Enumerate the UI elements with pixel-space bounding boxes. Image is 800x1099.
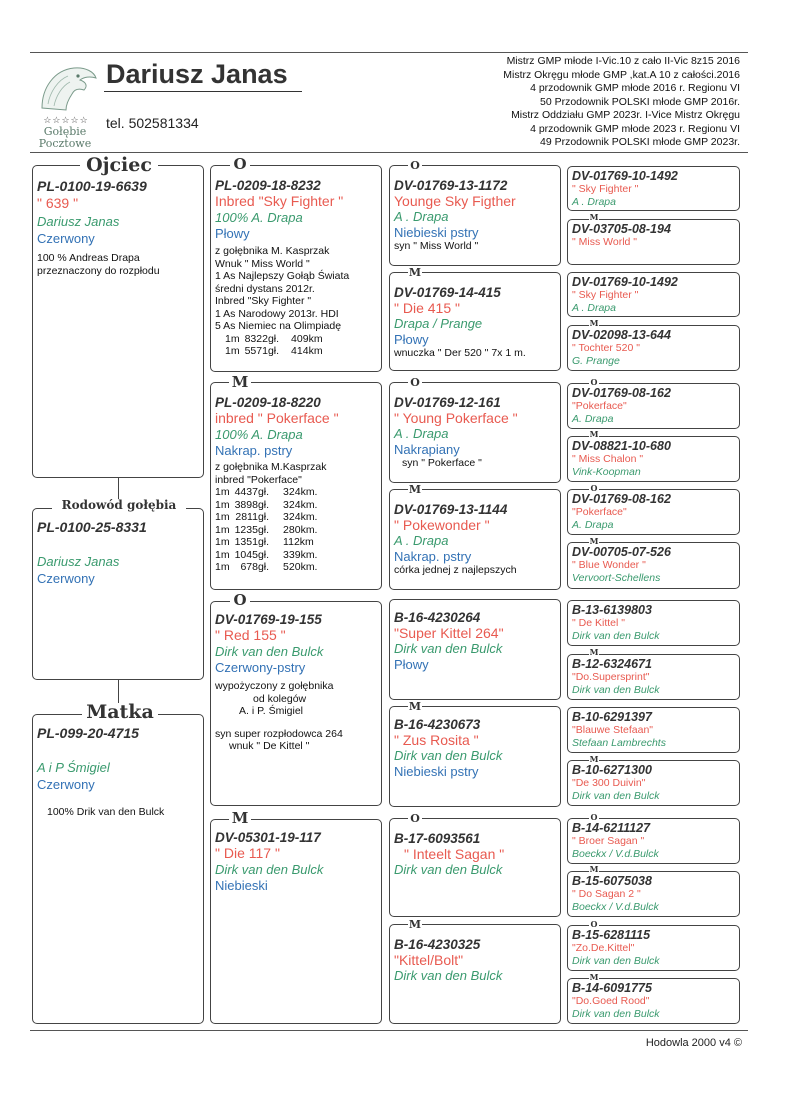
female-marker: M	[589, 972, 599, 982]
race-distance: 324km.	[283, 486, 318, 498]
achievement-line: 4 przodownik GMP młode 2016 r. Regionu VI	[530, 82, 740, 94]
gen3-ring: B-17-6093561	[394, 831, 481, 846]
gen3-owner: Dirk van den Bulck	[394, 862, 503, 877]
gen4-owner: Vervoort-Schellens	[572, 572, 661, 584]
gen3-owner: Drapa / Prange	[394, 316, 483, 331]
achievement-line: Mistrz Okręgu młode GMP ,kat.A 10 z całości.2016	[503, 68, 740, 81]
father-ring: PL-0100-19-6639	[37, 178, 147, 194]
race-place: 1m	[215, 536, 230, 548]
gen4-name: " Miss Chalon "	[572, 453, 644, 465]
gen4-card	[567, 760, 740, 806]
race-place: 1m	[215, 486, 230, 498]
gen3-card	[389, 924, 561, 1024]
gen4-card	[567, 436, 740, 482]
gen3-card	[389, 489, 561, 590]
male-marker: O	[590, 377, 598, 387]
gen4-owner: G. Prange	[572, 355, 620, 367]
female-marker: M	[229, 811, 251, 826]
gen3-ring: B-16-4230264	[394, 610, 481, 625]
logo-stars: ☆☆☆☆☆	[43, 115, 89, 125]
gen4-name: "De 300 Duivin"	[572, 777, 646, 789]
gen3-name: "Kittel/Bolt"	[394, 952, 464, 968]
race-birds: 8322gł.	[244, 332, 280, 345]
mother-color: Czerwony	[37, 777, 95, 792]
gen3-ring: DV-01769-13-1172	[394, 178, 508, 193]
gen3-name: " Zus Rosita "	[394, 732, 479, 748]
race-distance: 324km.	[283, 511, 318, 523]
sire-sire-note: 5 As Niemiec na Olimpiadę	[215, 320, 342, 332]
race-distance: 280km.	[283, 523, 318, 536]
gen3-ring: B-16-4230673	[394, 717, 481, 732]
gen3-card	[389, 272, 561, 371]
gen4-ring: DV-02098-13-644	[572, 328, 671, 342]
gen3-card	[389, 382, 561, 483]
eagle-head-icon	[32, 60, 100, 112]
dam-sire-note: od kolegów	[253, 692, 307, 705]
gen4-owner: Dirk van den Bulck	[572, 684, 660, 696]
gen4-name: " Broer Sagan "	[572, 835, 645, 847]
gen3-note: syn " Miss World "	[394, 240, 479, 252]
race-birds: 678gł.	[240, 561, 270, 573]
gen4-owner: Dirk van den Bulck	[572, 630, 660, 642]
gen4-owner: A. Drapa	[572, 519, 614, 531]
female-marker: M	[408, 918, 422, 931]
sire-dam-ring: PL-0209-18-8220	[215, 395, 321, 410]
gen4-name: " Sky Fighter "	[572, 183, 639, 195]
sire-sire-ring: PL-0209-18-8232	[215, 178, 321, 193]
sire-dam-card	[210, 382, 382, 590]
gen3-card	[389, 706, 561, 807]
dam-sire-note: wnuk " De Kittel "	[229, 740, 310, 752]
father-note: przeznaczony do rozpłodu	[37, 265, 160, 277]
gen4-ring: B-10-6271300	[572, 763, 652, 777]
father-name: " 639 "	[37, 195, 79, 211]
gen4-name: " Miss World "	[572, 236, 638, 248]
gen3-ring: DV-01769-13-1144	[394, 502, 508, 517]
female-marker: M	[589, 536, 599, 546]
race-birds: 1235gł.	[234, 523, 270, 536]
gen4-ring: B-14-6211127	[572, 821, 651, 835]
race-row	[215, 561, 322, 574]
dam-sire-ring: DV-01769-19-155	[215, 612, 322, 627]
father-color: Czerwony	[37, 231, 95, 246]
race-birds: 4437gł.	[234, 486, 270, 498]
race-place: 1m	[215, 548, 230, 561]
gen3-owner: A . Drapa	[394, 209, 449, 224]
sire-sire-note: Wnuk " Miss World "	[215, 257, 310, 270]
footer-text: Hodowla 2000 v4 ©	[645, 1037, 742, 1049]
gen4-card	[567, 166, 740, 211]
gen4-owner: Dirk van den Bulck	[572, 1008, 660, 1020]
father-owner: Dariusz Janas	[37, 214, 120, 229]
gen4-ring: B-13-6139803	[572, 603, 652, 617]
subject-card	[32, 508, 204, 680]
race-row	[215, 511, 322, 524]
dam-sire-owner: Dirk van den Bulck	[215, 644, 324, 659]
sire-sire-note: Inbred "Sky Fighter "	[215, 295, 312, 307]
dam-dam-owner: Dirk van den Bulck	[215, 862, 324, 877]
male-marker: O	[230, 157, 250, 172]
logo-text: Gołębie Pocztowe	[38, 125, 92, 150]
dam-sire-name: " Red 155 "	[215, 627, 286, 643]
gen3-owner: Dirk van den Bulck	[394, 968, 503, 983]
gen4-card	[567, 383, 740, 429]
gen3-owner: A . Drapa	[394, 426, 449, 441]
female-marker: M	[589, 647, 599, 657]
race-birds: 1045gł.	[234, 548, 270, 561]
female-marker: M	[408, 700, 422, 713]
race-distance: 324km.	[283, 498, 318, 511]
male-marker: O	[408, 160, 422, 171]
subject-color: Czerwony	[37, 571, 95, 586]
race-place: 1m	[215, 523, 230, 536]
sire-dam-owner: 100% A. Drapa	[215, 427, 303, 442]
male-marker: O	[590, 812, 598, 822]
gen4-ring: DV-01769-10-1492	[572, 275, 678, 289]
race-row	[215, 499, 322, 512]
mother-label: Matka	[82, 703, 158, 722]
father-label: Ojciec	[80, 156, 158, 175]
race-row	[215, 524, 322, 537]
gen3-name: " Inteelt Sagan "	[404, 846, 505, 862]
gen3-color: Płowy	[394, 332, 429, 347]
gen4-card	[567, 925, 740, 971]
race-results	[215, 486, 322, 574]
gen4-ring: B-10-6291397	[572, 710, 652, 724]
sire-sire-note: 1 As Narodowy 2013r. HDI	[215, 307, 339, 320]
gen3-color: Nakrap. pstry	[394, 549, 472, 564]
gen3-ring: DV-01769-12-161	[394, 395, 501, 410]
race-distance: 414km	[291, 345, 323, 357]
race-distance: 409km	[291, 332, 323, 345]
achievement-line: Mistrz Oddziału GMP 2023r. I-Vice Mistrz Okręgu	[511, 109, 740, 121]
gen4-name: "Blauwe Stefaan"	[572, 724, 654, 736]
gen3-color: Nakrapiany	[394, 442, 460, 457]
gen4-ring: B-12-6324671	[572, 657, 652, 671]
logo	[32, 60, 100, 148]
achievement-line: 49 Przodownik POLSKI młode GMP 2023r.	[540, 136, 740, 148]
male-marker: O	[590, 483, 598, 493]
father-card	[32, 165, 204, 478]
gen3-ring: DV-01769-14-415	[394, 285, 501, 300]
race-distance: 520km.	[283, 561, 318, 573]
gen4-card	[567, 818, 740, 864]
race-row	[225, 345, 328, 358]
sire-sire-owner: 100% A. Drapa	[215, 210, 303, 225]
breeder-name: Dariusz Janas	[106, 59, 288, 89]
race-birds: 2811gł.	[235, 511, 270, 523]
gen3-name: Younge Sky Figther	[394, 193, 516, 209]
race-place: 1m	[215, 498, 230, 511]
mother-ring: PL-099-20-4715	[37, 725, 139, 741]
dam-sire-card	[210, 601, 382, 806]
female-marker: M	[408, 266, 422, 279]
mother-note: 100% Drik van den Bulck	[47, 806, 165, 818]
gen4-name: "Zo.De.Kittel"	[572, 942, 635, 954]
footer-rule	[30, 1030, 748, 1031]
sire-dam-name: inbred " Pokerface "	[215, 410, 339, 426]
gen3-name: " Die 415 "	[394, 300, 460, 316]
gen3-note: wnuczka " Der 520 " 7x 1 m.	[394, 347, 526, 359]
achievement-line: 4 przodownik GMP młode 2023 r. Regionu VI	[530, 122, 740, 135]
dam-sire-note: A. i P. Śmigiel	[239, 705, 303, 717]
gen4-name: " De Kittel "	[572, 617, 625, 629]
gen4-name: " Blue Wonder "	[572, 559, 646, 571]
gen4-card	[567, 978, 740, 1024]
gen3-card	[389, 599, 561, 700]
race-distance: 339km.	[283, 548, 318, 561]
race-place: 1m	[225, 332, 240, 345]
name-underline	[104, 91, 302, 92]
gen3-name: " Young Pokerface "	[394, 410, 518, 426]
gen4-card	[567, 707, 740, 753]
race-birds: 1351gł.	[234, 536, 270, 548]
dam-sire-color: Czerwony-pstry	[215, 660, 306, 675]
sire-sire-name: Inbred "Sky Fighter "	[215, 193, 344, 209]
race-birds: 3898gł.	[234, 498, 270, 511]
gen3-owner: Dirk van den Bulck	[394, 748, 503, 763]
mother-owner: A i P Śmigiel	[37, 760, 110, 775]
achievements	[440, 55, 740, 150]
gen4-owner: A. Drapa	[572, 413, 614, 425]
gen3-name: " Pokewonder "	[394, 517, 490, 533]
gen4-ring: DV-03705-08-194	[572, 222, 671, 236]
gen4-card	[567, 654, 740, 700]
achievement-line: Mistrz GMP młode I-Vic.10 z cało II-Vic 8z15 2016	[506, 55, 740, 67]
gen3-name: "Super Kittel 264"	[394, 625, 504, 641]
top-rule	[30, 52, 748, 53]
female-marker: M	[408, 483, 422, 496]
gen4-name: " Do Sagan 2 "	[572, 888, 641, 900]
female-marker: M	[589, 318, 599, 328]
gen4-name: "Do.Goed Rood"	[572, 995, 650, 1007]
gen4-card	[567, 272, 740, 317]
race-place: 1m	[225, 345, 240, 357]
gen4-name: "Do.Supersprint"	[572, 671, 650, 683]
race-distance: 112km	[283, 536, 314, 548]
male-marker: O	[590, 919, 598, 929]
male-marker: O	[408, 813, 422, 824]
gen4-name: " Tochter 520 "	[572, 342, 640, 354]
sire-dam-note: inbred "Pokerface"	[215, 473, 302, 486]
race-row	[215, 549, 322, 562]
race-row	[215, 486, 322, 499]
gen4-owner: Dirk van den Bulck	[572, 790, 660, 802]
gen4-card	[567, 600, 740, 646]
dam-dam-color: Niebieski	[215, 878, 268, 893]
sire-sire-card	[210, 165, 382, 372]
father-note: 100 % Andreas Drapa	[37, 252, 140, 264]
gen3-note: syn " Pokerface "	[402, 457, 482, 469]
dam-dam-ring: DV-05301-19-117	[215, 830, 321, 845]
gen4-owner: Vink-Koopman	[572, 466, 641, 478]
male-marker: O	[230, 593, 250, 608]
gen4-card	[567, 871, 740, 917]
race-place: 1m	[215, 561, 230, 573]
sire-dam-note: z gołębnika M.Kasprzak	[215, 461, 327, 473]
female-marker: M	[589, 754, 599, 764]
dam-dam-card	[210, 819, 382, 1024]
sire-sire-note: średni dystans 2012r.	[215, 282, 315, 295]
female-marker: M	[589, 429, 599, 439]
gen3-color: Niebieski pstry	[394, 764, 479, 779]
mother-card	[32, 714, 204, 1024]
gen4-card	[567, 489, 740, 535]
pedigree-label: Rodowód gołębia	[52, 499, 186, 511]
race-row	[225, 333, 328, 346]
gen4-owner: A . Drapa	[572, 302, 616, 314]
gen4-ring: B-14-6091775	[572, 981, 652, 995]
race-results	[225, 333, 328, 358]
gen4-ring: DV-01769-08-162	[572, 492, 671, 506]
race-row	[215, 536, 322, 549]
gen4-ring: B-15-6281115	[572, 928, 651, 942]
gen4-ring: DV-00705-07-526	[572, 545, 671, 559]
header-rule	[30, 152, 748, 153]
dam-sire-note	[215, 718, 381, 728]
race-place: 1m	[215, 511, 230, 523]
gen3-color: Płowy	[394, 657, 429, 672]
gen4-ring: B-15-6075038	[572, 874, 652, 888]
gen3-owner: A . Drapa	[394, 533, 449, 548]
gen4-owner: Boeckx / V.d.Bulck	[572, 848, 659, 860]
gen3-card	[389, 818, 561, 917]
gen3-ring: B-16-4230325	[394, 937, 481, 952]
female-marker: M	[229, 375, 251, 390]
gen4-card	[567, 219, 740, 265]
female-marker: M	[589, 212, 599, 222]
subject-owner: Dariusz Janas	[37, 554, 120, 569]
gen4-ring: DV-01769-08-162	[572, 386, 671, 400]
dam-sire-note: wypożyczony z gołębnika	[215, 680, 334, 692]
male-marker: O	[408, 377, 422, 388]
subject-ring: PL-0100-25-8331	[37, 519, 147, 535]
race-birds: 5571gł.	[244, 345, 280, 357]
gen4-ring: DV-01769-10-1492	[572, 169, 678, 183]
gen3-note: córka jednej z najlepszych	[394, 564, 517, 576]
gen4-owner: Boeckx / V.d.Bulck	[572, 901, 659, 913]
gen4-card	[567, 325, 740, 371]
achievement-line: 50 Przodownik POLSKI młode GMP 2016r.	[540, 95, 740, 108]
gen3-owner: Dirk van den Bulck	[394, 641, 503, 656]
sire-sire-note: z gołębnika M. Kasprzak	[215, 245, 330, 257]
gen4-ring: DV-08821-10-680	[572, 439, 671, 453]
gen3-color: Niebieski pstry	[394, 225, 479, 240]
dam-dam-name: " Die 117 "	[215, 845, 280, 861]
mother-name	[37, 741, 203, 757]
gen4-name: " Sky Fighter "	[572, 289, 639, 301]
gen4-owner: A . Drapa	[572, 196, 616, 208]
sire-sire-note: 1 As Najlepszy Gołąb Świata	[215, 270, 350, 282]
gen3-card	[389, 165, 561, 266]
breeder-phone: tel. 502581334	[106, 115, 199, 131]
sire-sire-color: Płowy	[215, 226, 250, 241]
female-marker: M	[589, 864, 599, 874]
gen4-name: "Pokerface"	[572, 400, 627, 412]
gen4-name: "Pokerface"	[572, 506, 627, 518]
gen4-owner: Stefaan Lambrechts	[572, 737, 666, 749]
dam-sire-note: syn super rozpłodowca 264	[215, 727, 343, 740]
gen4-card	[567, 542, 740, 589]
gen4-owner: Dirk van den Bulck	[572, 955, 660, 967]
sire-dam-color: Nakrap. pstry	[215, 443, 293, 458]
